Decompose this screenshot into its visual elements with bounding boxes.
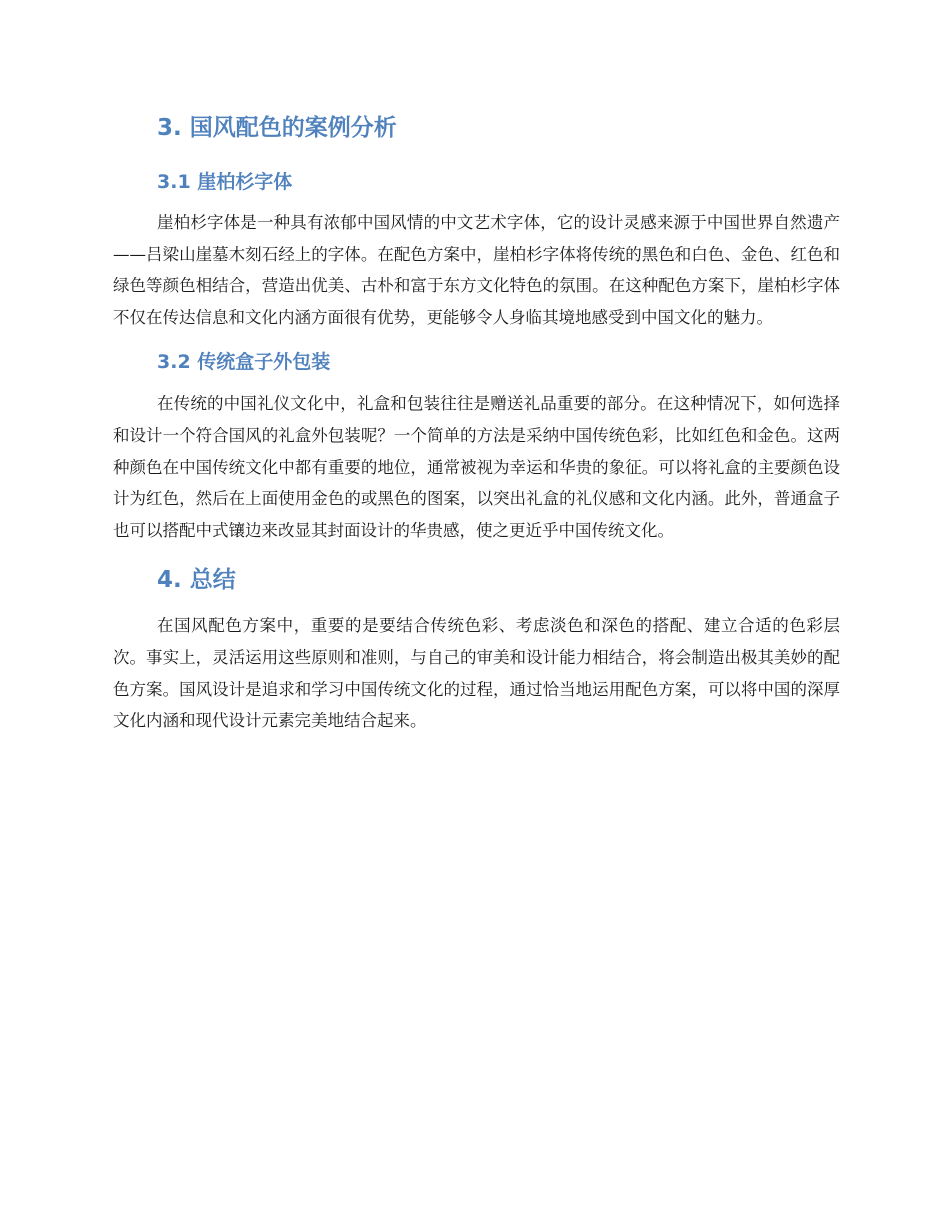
- subsection-3-1-paragraph: 崖柏杉字体是一种具有浓郁中国风情的中文艺术字体，它的设计灵感来源于中国世界自然遗产——吕梁山崖墓木刻石经上的字体。在配色方案中，崖柏杉字体将传统的黑色和白色、金色、红色和绿色等颜色相结合，营造出优美、古朴和富于东方文化特色的氛围。在这种配色方案下，崖柏杉字体不仅在传达信息和文化内涵方面很有优势，更能够令人身临其境地感受到中国文化的魅力。: [113, 213, 840, 327]
- section-4-paragraph: 在国风配色方案中，重要的是要结合传统色彩、考虑淡色和深色的搭配、建立合适的色彩层次。事实上，灵活运用这些原则和准则，与自己的审美和设计能力相结合，将会制造出极其美妙的配色方案。国风设计是追求和学习中国传统文化的过程，通过恰当地运用配色方案，可以将中国的深厚文化内涵和现代设计元素完美地结合起来。: [113, 616, 840, 731]
- section-3-heading: 3. 国风配色的案例分析: [157, 115, 397, 141]
- subsection-3-2-paragraph: 在传统的中国礼仪文化中，礼盒和包装往往是赠送礼品重要的部分。在这种情况下，如何选择和设计一个符合国风的礼盒外包装呢？一个简单的方法是采纳中国传统色彩，比如红色和金色。这两种颜色在中国传统文化中都有重要的地位，通常被视为幸运和华贵的象征。可以将礼盒的主要颜色设计为红色，然后在上面使用金色的或黑色的图案，以突出礼盒的礼仪感和文化内涵。此外，普通盒子也可以搭配中式镶边来改显其封面设计的华贵感，使之更近乎中国传统文化。: [113, 394, 840, 540]
- subsection-3-2-heading: 3.2 传统盒子外包装: [157, 351, 331, 374]
- section-4-heading: 4. 总结: [157, 567, 236, 594]
- document-content: [113, 110, 840, 737]
- subsection-3-1-heading: 3.1 崖柏杉字体: [157, 171, 293, 193]
